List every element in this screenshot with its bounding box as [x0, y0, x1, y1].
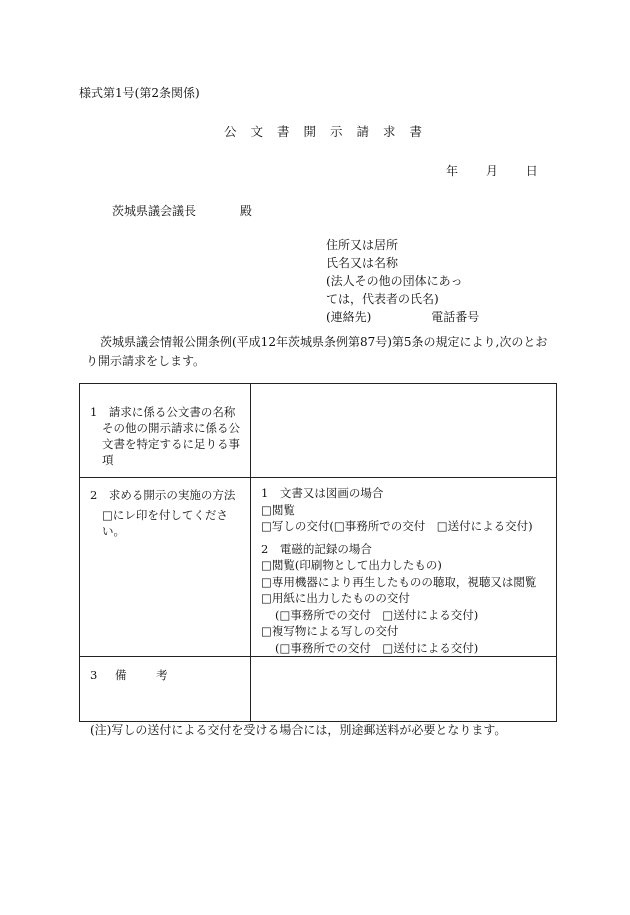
date-day: 日: [525, 164, 538, 178]
request-form-table: [79, 383, 557, 722]
footnote: (注)写しの送付による交付を受ける場合には，別途郵送料が必要となります。: [90, 723, 507, 737]
disclosure-method-label: 2 求める開示の実施の方法: [90, 488, 236, 502]
remarks-label-b: 考: [156, 668, 168, 682]
addressee: [112, 203, 252, 219]
contact-label: (連絡先): [326, 310, 372, 324]
document-name-label-sub: その他の開示請求に係る公文書を特定するに足りる事項: [102, 421, 240, 467]
date-year: 年: [446, 164, 459, 178]
date-month: 月: [485, 164, 498, 178]
applicant-contact: [326, 308, 479, 326]
addressee-name: 茨城県議会議長: [112, 204, 197, 218]
remarks-number: 3: [90, 668, 98, 682]
document-name-field[interactable]: [251, 384, 557, 478]
request-statement: 茨城県議会情報公開条例(平成12年茨城県条例第87号)第5条の規定により,次のとおり開示請求をします。: [86, 335, 548, 368]
option-paper-output[interactable]: □用紙に出力したものの交付: [261, 591, 410, 605]
applicant-corp-note-1: (法人その他の団体にあっ: [326, 274, 463, 288]
document-name-label: 1 請求に係る公文書の名称: [90, 405, 236, 419]
remarks-label-a: 備: [114, 668, 127, 682]
disclosure-method-instruction: □にレ印を付してください。: [102, 508, 228, 538]
remarks-label-cell: [80, 657, 251, 722]
disclosure-method-label-cell: [80, 478, 251, 657]
table-row: [80, 657, 557, 722]
option-duplicate-copy[interactable]: □複写物による写しの交付: [261, 624, 399, 638]
addressee-honorific: 殿: [239, 204, 252, 218]
table-row: [80, 384, 557, 478]
electronic-records-heading: 2 電磁的記録の場合: [261, 541, 372, 556]
date-line: [446, 163, 538, 179]
applicant-block: [326, 236, 479, 326]
form-number: 様式第1号(第2条関係): [79, 86, 200, 100]
option-duplicate-copy-delivery[interactable]: (□事務所での交付 □送付による交付): [275, 640, 479, 655]
option-paper-output-delivery[interactable]: (□事務所での交付 □送付による交付): [275, 607, 479, 622]
option-device-playback[interactable]: □専用機器により再生したものの聴取，視聴又は閲覧: [261, 574, 537, 589]
document-title: 公文書開示請求書: [224, 124, 437, 139]
table-row: [80, 478, 557, 657]
applicant-corp-note-2: ては，代表者の氏名): [326, 292, 439, 306]
option-copy-delivery[interactable]: □写しの交付(□事務所での交付 □送付による交付): [261, 519, 533, 533]
remarks-field[interactable]: [251, 657, 557, 722]
paper-records-heading: 1 文書又は図画の場合: [261, 486, 384, 500]
option-inspection[interactable]: □閲覧: [261, 502, 295, 517]
applicant-address-label: 住所又は居所: [326, 238, 399, 252]
phone-label: 電話番号: [431, 310, 480, 324]
applicant-name-label: 氏名又は名称: [326, 256, 399, 270]
disclosure-method-options: [251, 478, 557, 657]
option-electronic-inspection[interactable]: □閲覧(印刷物として出力したもの): [261, 558, 442, 572]
document-name-label-cell: [80, 384, 251, 478]
